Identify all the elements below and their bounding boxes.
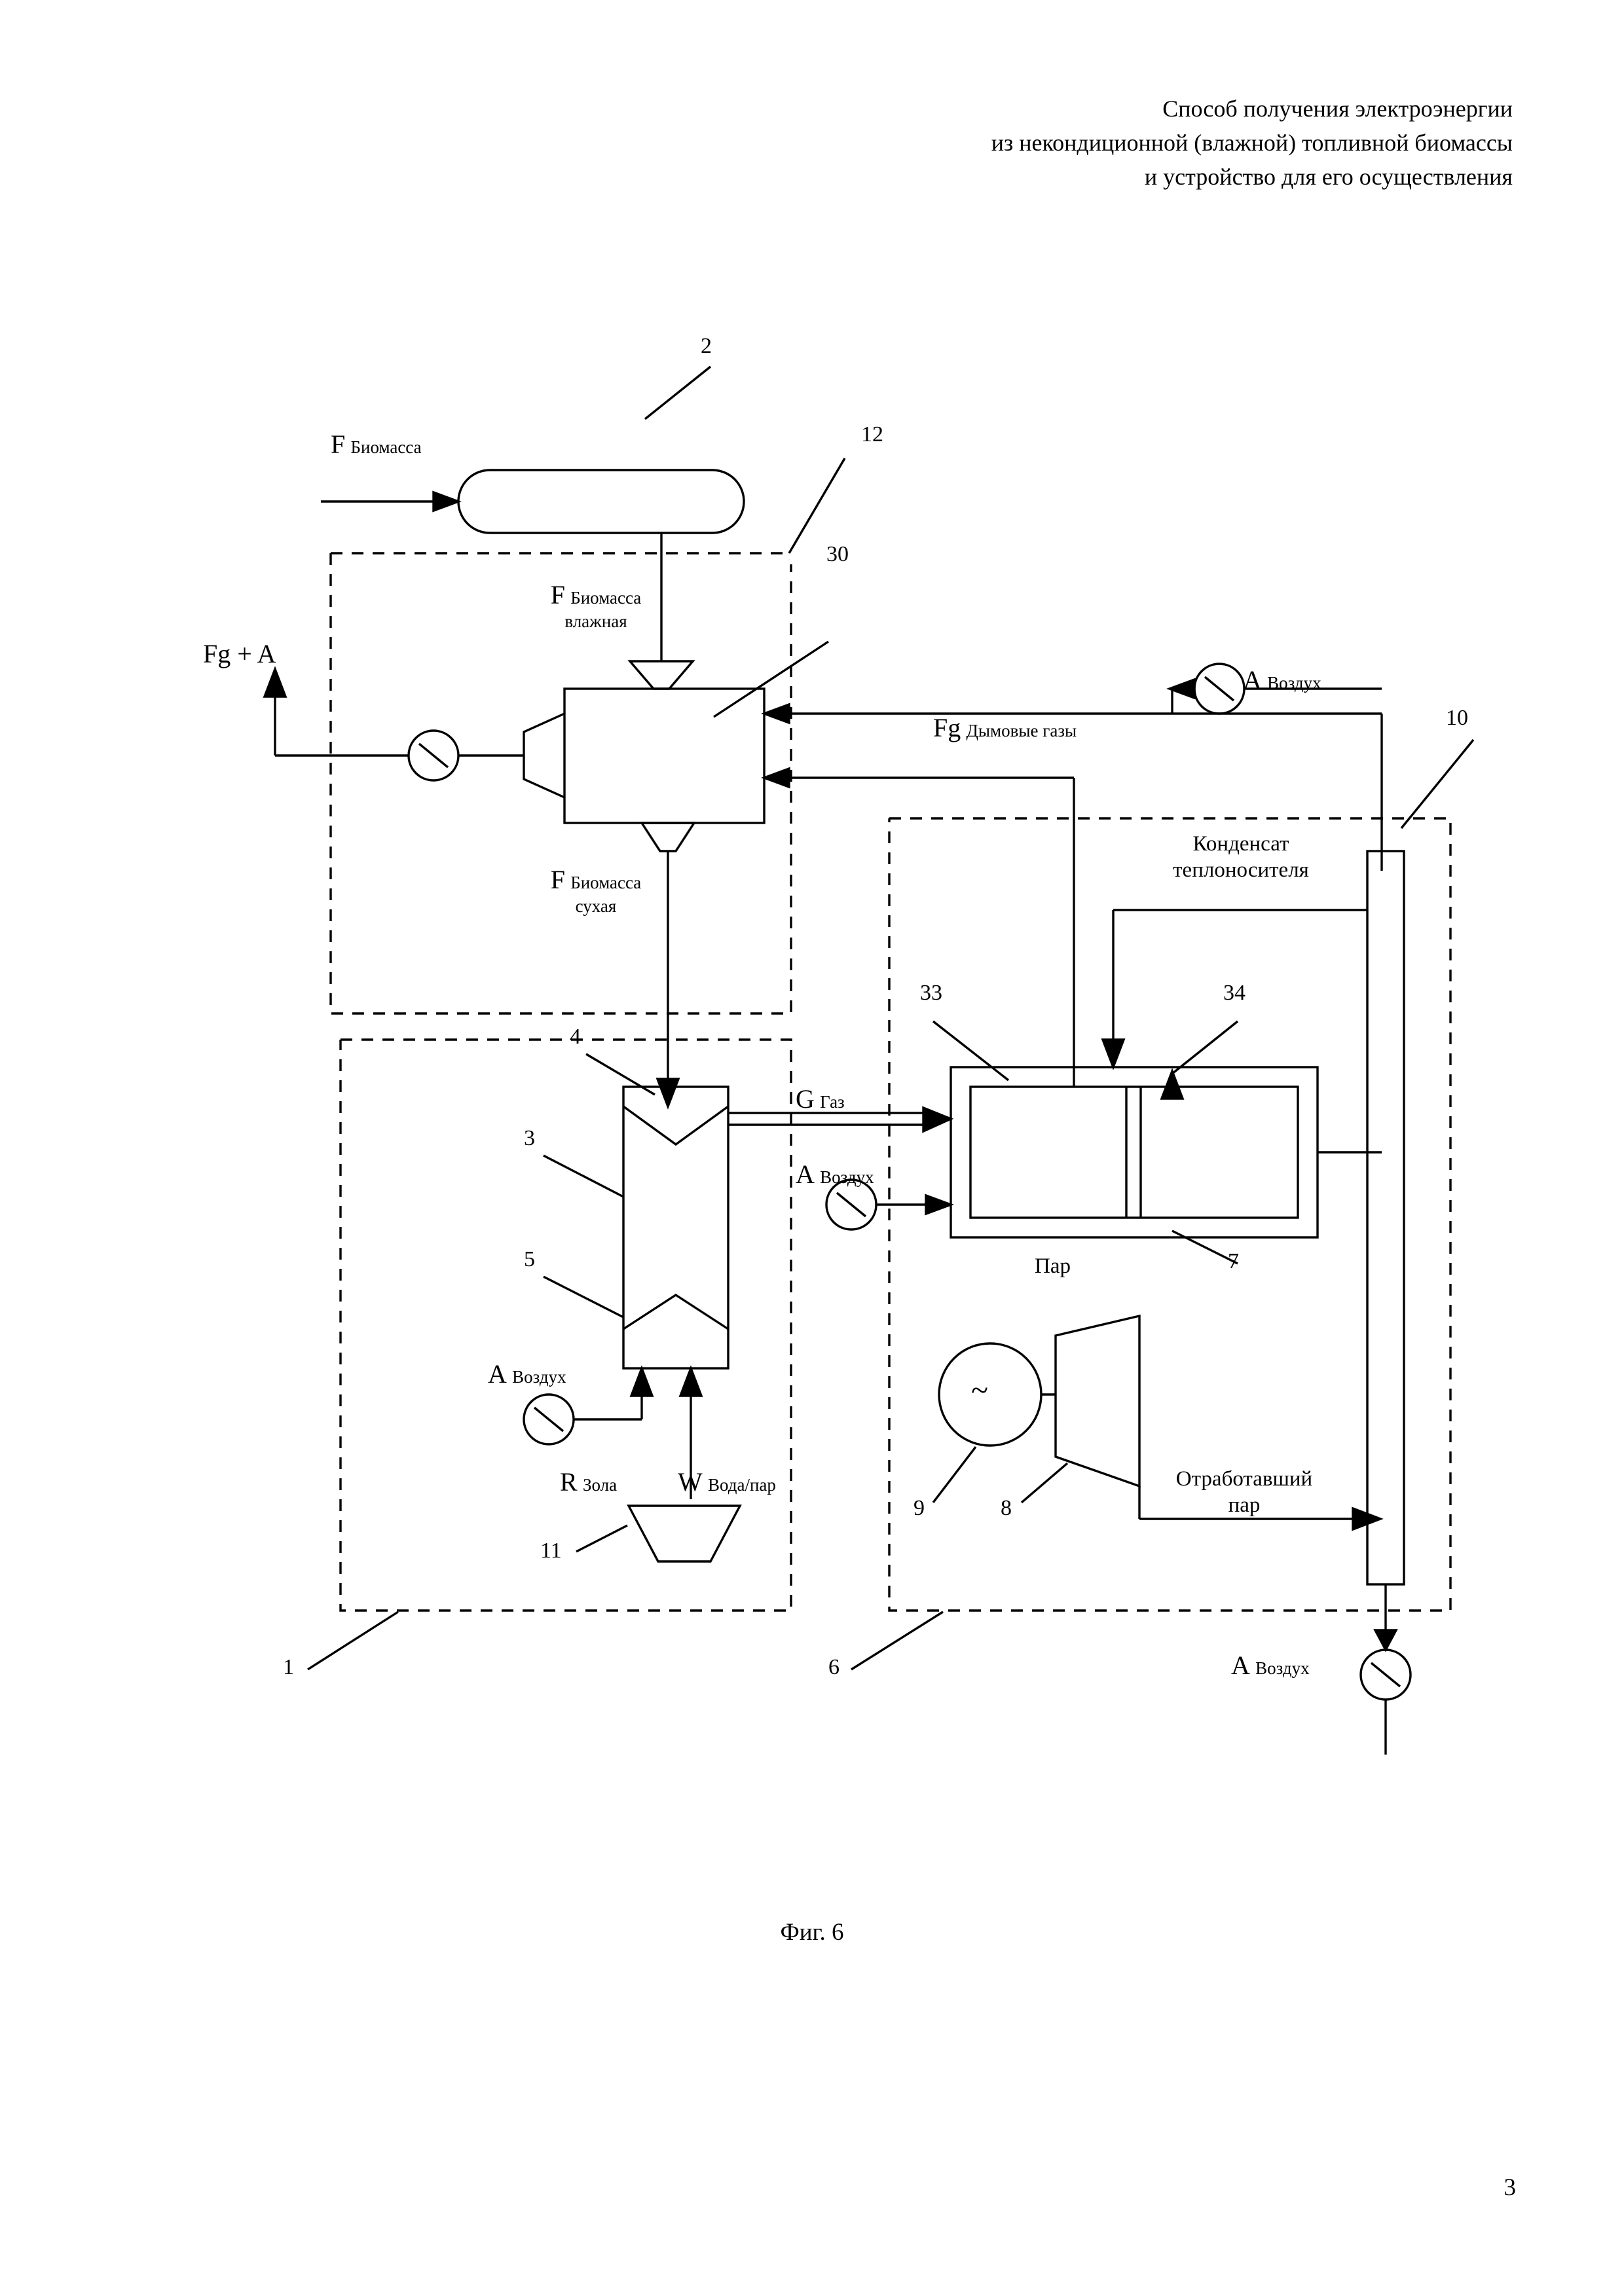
symbol-A-bottom: A bbox=[1231, 1650, 1250, 1680]
label-air-gasifier bbox=[488, 1358, 566, 1390]
condensate-line-2: теплоносителя bbox=[1173, 858, 1309, 882]
item-number-2: 2 bbox=[701, 334, 712, 358]
subscript-gaz: Газ bbox=[820, 1092, 845, 1112]
title-line-1: Способ получения электроэнергии bbox=[1162, 96, 1513, 122]
item-number-11: 11 bbox=[540, 1539, 562, 1563]
subscript-voda-par: Вода/пар bbox=[708, 1475, 776, 1495]
symbol-Fg-plus-A: Fg + A bbox=[203, 639, 276, 668]
item-number-3: 3 bbox=[524, 1126, 535, 1150]
item-number-6: 6 bbox=[828, 1655, 840, 1679]
label-air-top bbox=[1243, 665, 1321, 696]
item-number-8: 8 bbox=[1001, 1496, 1012, 1520]
subscript-biomassa-wet: Биомасса bbox=[570, 588, 642, 608]
subscript-vozduh-gasifier: Воздух bbox=[512, 1367, 566, 1387]
item-number-33: 33 bbox=[920, 981, 942, 1005]
label-gas bbox=[796, 1084, 845, 1115]
item-number-4: 4 bbox=[570, 1025, 581, 1049]
generator-symbol: ~ bbox=[971, 1373, 988, 1408]
symbol-Fg: Fg bbox=[933, 713, 961, 742]
label-exhaust-steam bbox=[1146, 1467, 1342, 1518]
label-ash bbox=[560, 1467, 617, 1498]
label-biomass-dry bbox=[498, 864, 694, 917]
item-number-30: 30 bbox=[826, 542, 849, 566]
symbol-F-wet: F bbox=[550, 580, 565, 610]
subscript-zola: Зола bbox=[582, 1475, 618, 1495]
label-biomass-wet bbox=[498, 579, 694, 632]
subscript-vlazhnaya: влажная bbox=[564, 611, 627, 631]
label-water-steam bbox=[678, 1467, 776, 1498]
item-number-5: 5 bbox=[524, 1247, 535, 1271]
subscript-vozduh-boiler: Воздух bbox=[820, 1167, 874, 1187]
item-number-10: 10 bbox=[1446, 706, 1468, 730]
item-number-1: 1 bbox=[283, 1655, 294, 1679]
subscript-vozduh-top: Воздух bbox=[1267, 673, 1321, 693]
symbol-R: R bbox=[560, 1467, 578, 1497]
page-number: 3 bbox=[1504, 2174, 1516, 2201]
symbol-W: W bbox=[678, 1467, 703, 1497]
exhaust-line-1: Отработавший bbox=[1175, 1467, 1313, 1491]
symbol-G: G bbox=[796, 1084, 815, 1114]
subscript-biomassa-dry: Биомасса bbox=[570, 873, 642, 892]
label-air-boiler bbox=[796, 1159, 874, 1190]
exhaust-line-2: пар bbox=[1228, 1493, 1261, 1517]
label-flue-out bbox=[203, 638, 276, 670]
label-air-bottom bbox=[1231, 1650, 1310, 1681]
subscript-vozduh-bottom: Воздух bbox=[1255, 1658, 1310, 1678]
item-number-34: 34 bbox=[1223, 981, 1246, 1005]
symbol-A-boiler: A bbox=[796, 1159, 815, 1189]
title-line-2: из некондиционной (влажной) топливной биомассы bbox=[991, 130, 1513, 156]
label-condensate bbox=[1143, 831, 1339, 883]
subscript-biomassa: Биомасса bbox=[350, 437, 422, 457]
item-number-9: 9 bbox=[913, 1496, 925, 1520]
item-number-12: 12 bbox=[861, 422, 883, 446]
symbol-A-gasifier: A bbox=[488, 1359, 507, 1389]
label-biomass-in bbox=[331, 429, 422, 460]
title-line-3: и устройство для его осуществления bbox=[1144, 164, 1513, 191]
subscript-dymovye-gazy: Дымовые газы bbox=[966, 721, 1077, 740]
symbol-F-dry: F bbox=[550, 865, 565, 894]
label-flue-gases bbox=[933, 712, 1077, 744]
symbol-A-top: A bbox=[1243, 665, 1262, 695]
subscript-suhaya: сухая bbox=[575, 896, 617, 916]
condensate-line-1: Конденсат bbox=[1192, 832, 1289, 856]
figure-caption: Фиг. 6 bbox=[780, 1919, 844, 1946]
label-steam: Пар bbox=[1035, 1254, 1071, 1278]
symbol-F: F bbox=[331, 429, 346, 459]
item-number-7: 7 bbox=[1228, 1249, 1239, 1273]
